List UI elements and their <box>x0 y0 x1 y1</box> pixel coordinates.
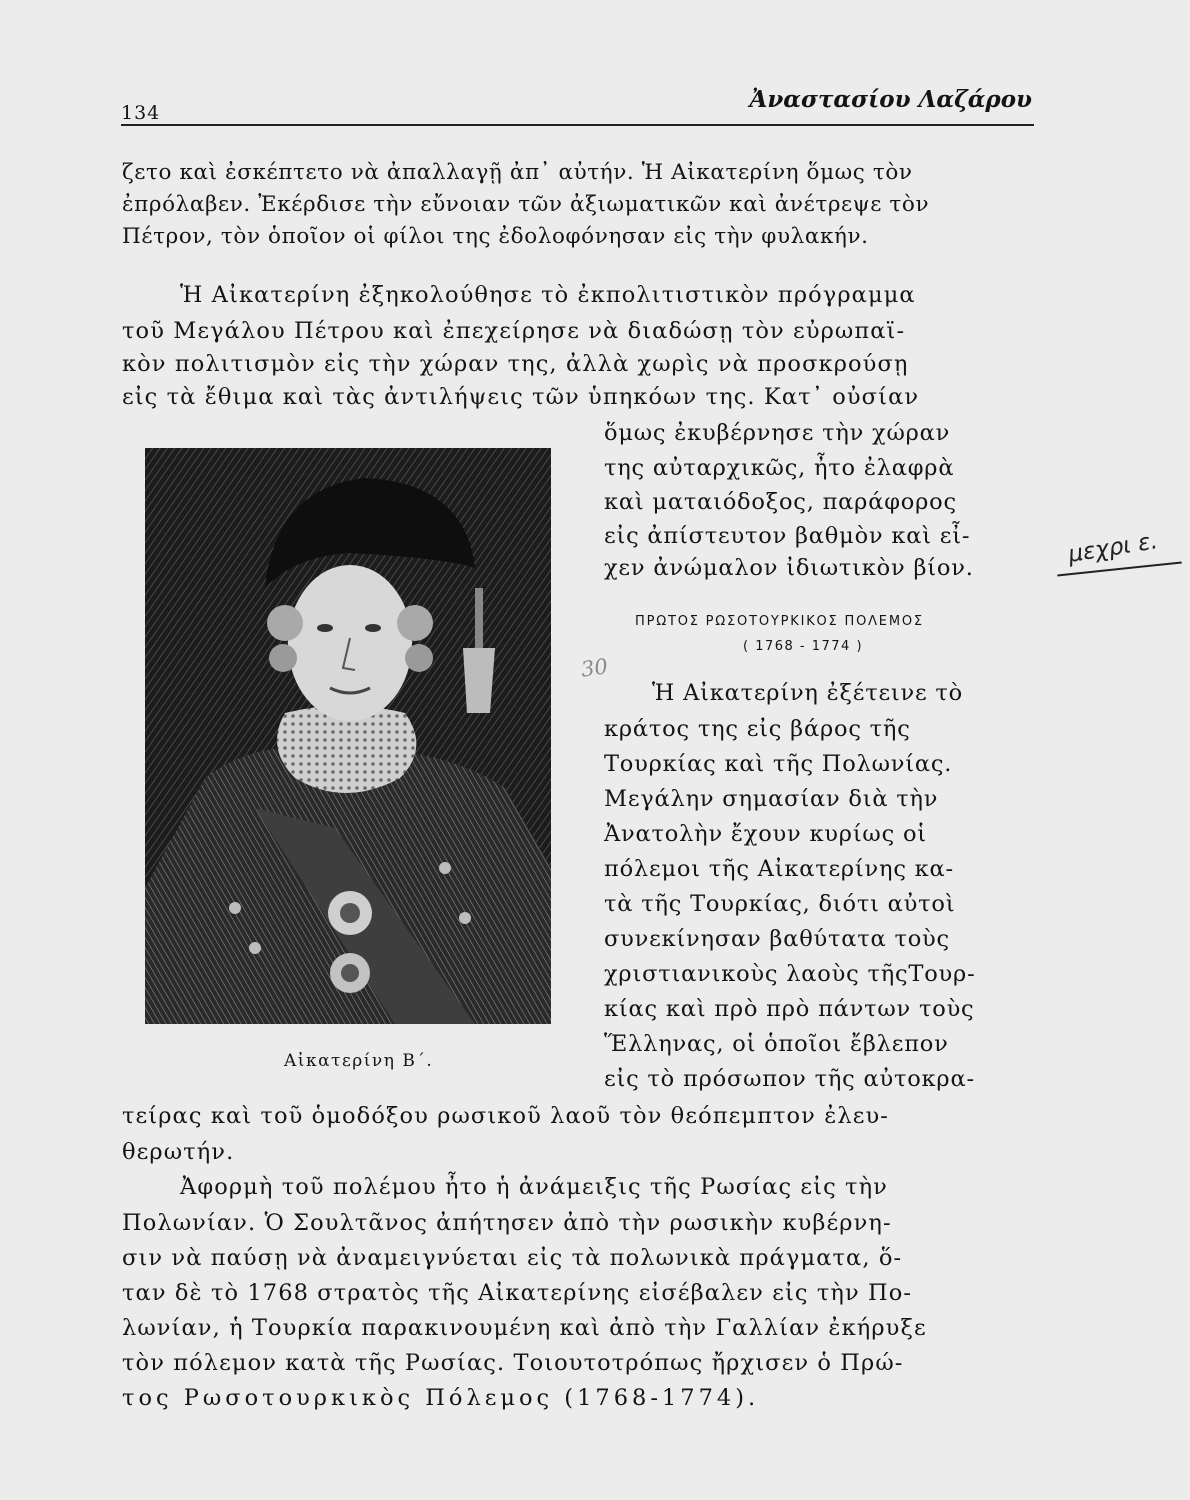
section-heading: ΠΡΩΤΟΣ ΡΩΣΟΤΟΥΡΚΙΚΟΣ ΠΟΛΕΜΟΣ <box>635 614 924 629</box>
portrait-engraving <box>145 448 551 1024</box>
right2-line-12: εἰς τὸ πρόσωπον τῆς αὐτοκρα- <box>604 1066 975 1092</box>
pencil-margin-note: 30 <box>579 654 610 682</box>
portrait-caption: Αἰκατερίνη Β΄. <box>284 1051 434 1071</box>
para3-line-6: τὸν πόλεμον κατὰ τῆς Ρωσίας. Τοιουτοτρόπως ἤρχισεν ὁ Πρώ- <box>122 1350 904 1376</box>
right2-line-8: συνεκίνησαν βαθύτατα τοὺς <box>604 926 950 952</box>
right-line-1: ὅμως ἐκυβέρνησε τὴν χώραν <box>604 420 951 446</box>
right2-line-5: Ἀνατολὴν ἔχουν κυρίως οἱ <box>604 821 927 847</box>
para2-line-1: Ἡ Αἰκατερίνη ἐξηκολούθησε τὸ ἐκπολιτιστικὸν πρόγραμμα <box>180 282 916 308</box>
portrait-illustration <box>145 448 551 1024</box>
para2-line-4: εἰς τὰ ἔθιμα καὶ τὰς ἀντιλήψεις τῶν ὑπηκόων της. Κατ᾽ οὐσίαν <box>122 384 920 410</box>
right-line-4: εἰς ἀπίστευτον βαθμὸν καὶ εἶ- <box>604 523 971 549</box>
para3-line-4: ταν δὲ τὸ 1768 στρατὸς τῆς Αἰκατερίνης εἰσέβαλεν εἰς τὴν Πο- <box>122 1280 913 1306</box>
right2-line-9: χριστιανικοὺς λαοὺς τῆςΤουρ- <box>604 961 976 987</box>
bottom-line-1: τείρας καὶ τοῦ ὁμοδόξου ρωσικοῦ λαοῦ τὸν θεόπεμπτον ἐλευ- <box>122 1103 889 1129</box>
right2-line-1: Ἡ Αἰκατερίνη ἐξέτεινε τὸ <box>652 680 963 706</box>
para2-line-3: κὸν πολιτισμὸν εἰς τὴν χώραν της, ἀλλὰ χωρὶς νὰ προσκρούσῃ <box>122 351 909 377</box>
bottom-line-2: θερωτήν. <box>122 1139 235 1165</box>
para3-line-1: Ἀφορμὴ τοῦ πολέμου ἦτο ἡ ἀνάμειξις τῆς Ρωσίας εἰς τὴν <box>180 1174 888 1200</box>
para3-line-2: Πολωνίαν. Ὁ Σουλτᾶνος ἀπήτησεν ἀπὸ τὴν ρωσικὴν κυβέρνη- <box>122 1210 892 1236</box>
right2-line-2: κράτος της εἰς βάρος τῆς <box>604 716 911 742</box>
right-line-3: καὶ ματαιόδοξος, παράφορος <box>604 489 957 515</box>
para3-line-3: σιν νὰ παύσῃ νὰ ἀναμειγνύεται εἰς τὰ πολωνικὰ πράγματα, ὅ- <box>122 1245 903 1271</box>
right2-line-11: Ἕλληνας, οἱ ὁποῖοι ἔβλεπον <box>604 1031 949 1057</box>
handwritten-margin-note: μεχρι ε. <box>1066 528 1160 568</box>
intro-line-3: Πέτρον, τὸν ὁποῖον οἱ φίλοι της ἐδολοφόνησαν εἰς τὴν φυλακήν. <box>122 224 869 249</box>
para3-line-5: λωνίαν, ἡ Τουρκία παρακινουμένη καὶ ἀπὸ τὴν Γαλλίαν ἐκήρυξε <box>122 1315 927 1341</box>
right2-line-4: Μεγάλην σημασίαν διὰ τὴν <box>604 786 939 812</box>
para3-line-7: τος Ρωσοτουρκικὸς Πόλεμος (1768-1774). <box>122 1385 760 1411</box>
right-line-5: χεν ἀνώμαλον ἰδιωτικὸν βίον. <box>604 555 974 581</box>
right2-line-6: πόλεμοι τῆς Αἰκατερίνης κα- <box>604 856 954 882</box>
right2-line-3: Τουρκίας καὶ τῆς Πολωνίας. <box>604 751 953 777</box>
section-years: ( 1768 - 1774 ) <box>743 639 864 654</box>
running-header-author: Ἀναστασίου Λαζάρου <box>749 86 1032 113</box>
right-line-2: της αὐταρχικῶς, ἦτο ἐλαφρὰ <box>604 455 955 481</box>
page-number: 134 <box>121 102 161 124</box>
right2-line-7: τὰ τῆς Τουρκίας, διότι αὐτοὶ <box>604 891 956 917</box>
para2-line-2: τοῦ Μεγάλου Πέτρου καὶ ἐπεχείρησε νὰ διαδώσῃ τὸν εὐρωπαϊ- <box>122 318 906 344</box>
header-rule <box>121 124 1034 126</box>
intro-line-1: ζετο καὶ ἐσκέπτετο νὰ ἀπαλλαγῇ ἀπ᾽ αὐτήν. Ἡ Αἰκατερίνη ὅμως τὸν <box>122 160 913 185</box>
right2-line-10: κίας καὶ πρὸ πρὸ πάντων τοὺς <box>604 996 975 1022</box>
intro-line-2: ἐπρόλαβεν. Ἐκέρδισε τὴν εὔνοιαν τῶν ἀξιωματικῶν καὶ ἀνέτρεψε τὸν <box>122 192 930 217</box>
